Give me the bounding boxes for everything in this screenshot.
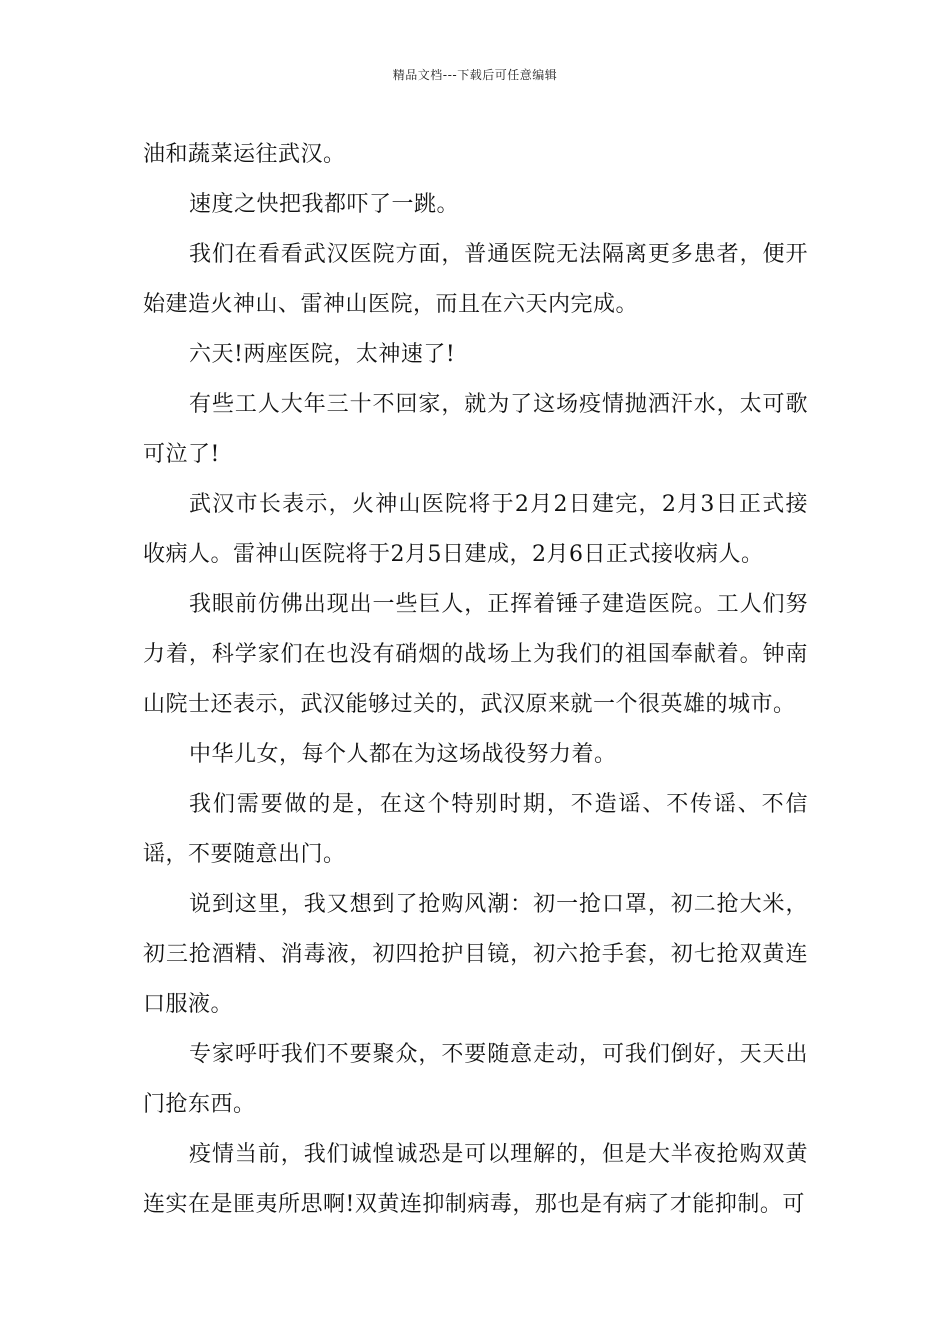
- paragraph: 中华儿女，每个人都在为这场战役努力着。: [189, 742, 617, 767]
- paragraph: 疫情当前，我们诚惶诚恐是可以理解的，但是大半夜抢购双黄连实在是匪夷所思啊!双黄连抑制病毒，那也是有病了才能抑制。可: [143, 1142, 808, 1217]
- paragraph: 速度之快把我都吓了一跳。: [189, 192, 460, 217]
- paragraph: 专家呼吁我们不要聚众，不要随意走动，可我们倒好，天天出门抢东西。: [143, 1042, 808, 1117]
- paragraph: 油和蔬菜运往武汉。: [143, 142, 346, 167]
- page-header: 精品文档---下载后可任意编辑: [392, 68, 558, 82]
- document-body: [143, 130, 808, 1230]
- paragraph: 我们需要做的是，在这个特别时期，不造谣、不传谣、不信谣，不要随意出门。: [143, 792, 808, 867]
- paragraph: 六天!两座医院，太神速了!: [189, 342, 456, 367]
- paragraph: 我们在看看武汉医院方面，普通医院无法隔离更多患者，便开始建造火神山、雷神山医院，而且在六天内完成。: [143, 242, 808, 317]
- paragraph: 武汉市长表示，火神山医院将于2月2日建完，2月3日正式接收病人。雷神山医院将于2月5日建成，2月6日正式接收病人。: [143, 492, 808, 567]
- paragraph: 有些工人大年三十不回家，就为了这场疫情抛洒汗水，太可歌可泣了!: [143, 392, 808, 467]
- paragraph: 我眼前仿佛出现出一些巨人，正挥着锤子建造医院。工人们努力着，科学家们在也没有硝烟的战场上为我们的祖国奉献着。钟南山院士还表示，武汉能够过关的，武汉原来就一个很英雄的城市。: [143, 592, 808, 717]
- paragraph: 说到这里，我又想到了抢购风潮：初一抢口罩，初二抢大米，初三抢酒精、消毒液，初四抢护目镜，初六抢手套，初七抢双黄连口服液。: [143, 892, 808, 1017]
